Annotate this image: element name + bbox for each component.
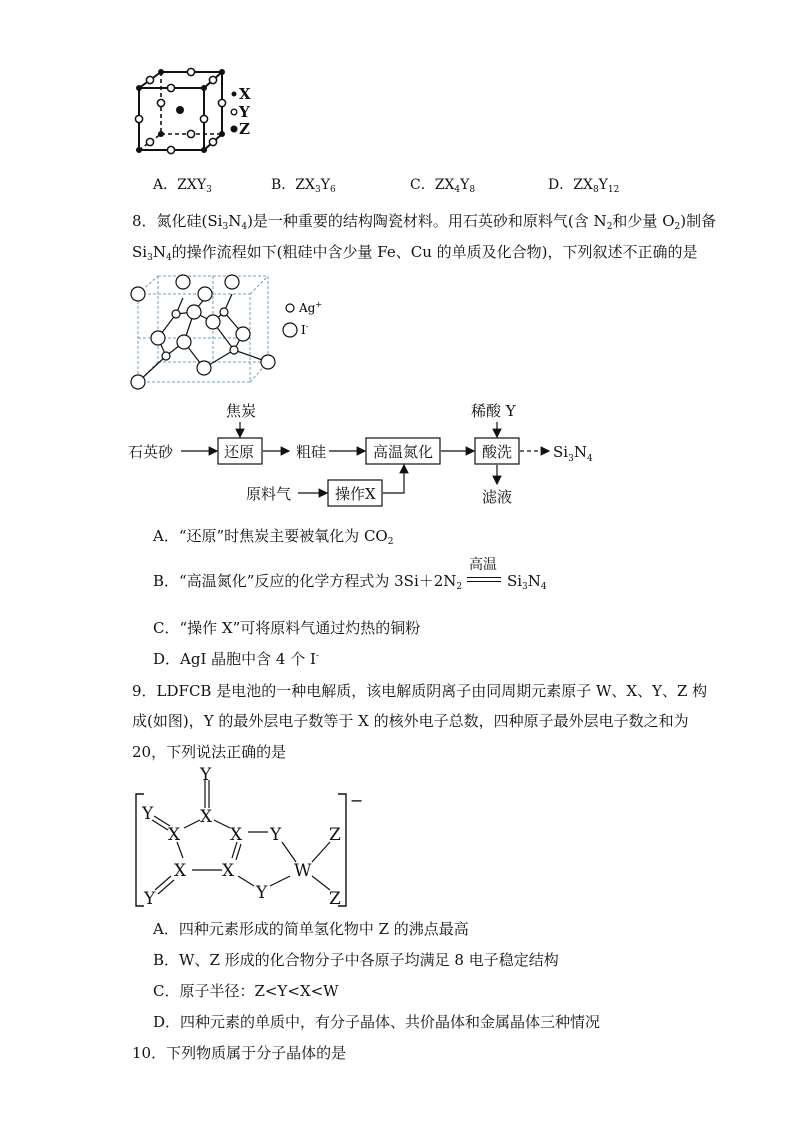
atom-y-right: Y xyxy=(270,825,282,845)
atom-w: W xyxy=(294,861,312,881)
legend-z-label: Z xyxy=(239,120,250,138)
flow-feed-gas: 原料气 xyxy=(246,485,292,503)
q9-stem-line3: 20，下列说法正确的是 xyxy=(132,743,287,761)
flow-reduce: 还原 xyxy=(224,443,255,461)
legend-y-label: Y xyxy=(239,103,250,121)
atom-x-top: X xyxy=(200,807,213,827)
flow-op-x: 操作X xyxy=(335,485,376,503)
legend-x-label: X xyxy=(239,85,251,103)
legend-ag: Ag+ xyxy=(299,300,323,315)
atom-z-top: Z xyxy=(329,825,341,845)
atom-z-bottom: Z xyxy=(329,889,341,909)
q7-option-c: C．$ZX_4Y_8$ xyxy=(410,177,476,195)
q7-option-a: A．$ZXY_3$ xyxy=(153,177,212,195)
q9-option-a: A．四种元素形成的简单氢化物中 Z 的沸点最高 xyxy=(153,920,469,938)
atom-y-left: Y xyxy=(142,804,154,824)
cube-unit-cell-figure xyxy=(130,66,270,160)
q9-option-d: D．四种元素的单质中，有分子晶体、共价晶体和金属晶体三种情况 xyxy=(153,1013,601,1031)
q9-stem-line2: 成(如图)，Y 的最外层电子数等于 X 的核外电子总数，四种原子最外层电子数之和为 xyxy=(132,712,689,730)
q7-option-d: D．$ZX_8Y_{12}$ xyxy=(548,177,620,195)
q8-stem-line1: 8．氮化硅$(Si_3N_4)$是一种重要的结构陶瓷材料。用石英砂和原料气(含 $N_2$和少量 $O_2$)制备 xyxy=(132,212,717,232)
flow-crude-si: 粗硅 xyxy=(296,443,327,461)
atom-x-right: X xyxy=(230,825,243,845)
anion-structure-figure xyxy=(130,764,370,910)
q9-option-b: B．W、Z 形成的化合物分子中各原子均满足 8 电子稳定结构 xyxy=(153,951,559,969)
flow-nitride: 高温氮化 xyxy=(373,443,434,461)
flow-product: $Si_3N_4$ xyxy=(553,443,593,464)
q8-option-a: A．“还原”时焦炭主要被氧化为 $CO_2$ xyxy=(153,527,394,547)
flow-quartz: 石英砂 xyxy=(128,443,174,461)
q8-option-b: B．“高温氮化”反应的化学方程式为 $3Si+2N_2$ 高温 $Si_3N_4$ xyxy=(153,557,547,592)
atom-x-lower-left: X xyxy=(174,861,187,881)
q9-option-c: C．原子半径：Z<Y<X<W xyxy=(153,982,339,1000)
agi-crystal-figure xyxy=(128,264,328,394)
atom-y-bottom: Y xyxy=(256,883,268,903)
flow-coke: 焦炭 xyxy=(226,402,257,420)
q8-stem-line2: $Si_3N_4$的操作流程如下(粗硅中含少量 Fe、Cu 的单质及化合物)，下列叙述不正确的是 xyxy=(132,243,698,263)
flow-wash: 酸洗 xyxy=(482,443,513,461)
q8-option-d: D．AgI 晶胞中含 4 个 I- xyxy=(153,650,319,668)
flow-acid: 稀酸 Y xyxy=(471,402,516,420)
q8-option-c: C．“操作 X”可将原料气通过灼热的铜粉 xyxy=(153,619,421,637)
flow-filtrate: 滤液 xyxy=(482,488,513,506)
reaction-condition: 高温 xyxy=(468,557,497,573)
q7-option-b: B．$ZX_3Y_6$ xyxy=(271,177,336,195)
q9-stem-line1: 9．LDFCB 是电池的一种电解质，该电解质阴离子由同周期元素原子 W、X、Y、Z 构 xyxy=(132,682,708,700)
legend-iodide: I- xyxy=(301,322,309,337)
process-flowchart xyxy=(128,396,608,512)
atom-y-lower-left: Y xyxy=(144,889,156,909)
charge-sign: − xyxy=(350,791,364,810)
atom-y-top: Y xyxy=(200,765,212,785)
atom-x-lower-right: X xyxy=(222,861,235,881)
q10-stem: 10．下列物质属于分子晶体的是 xyxy=(132,1044,347,1062)
atom-x-left: X xyxy=(168,825,181,845)
